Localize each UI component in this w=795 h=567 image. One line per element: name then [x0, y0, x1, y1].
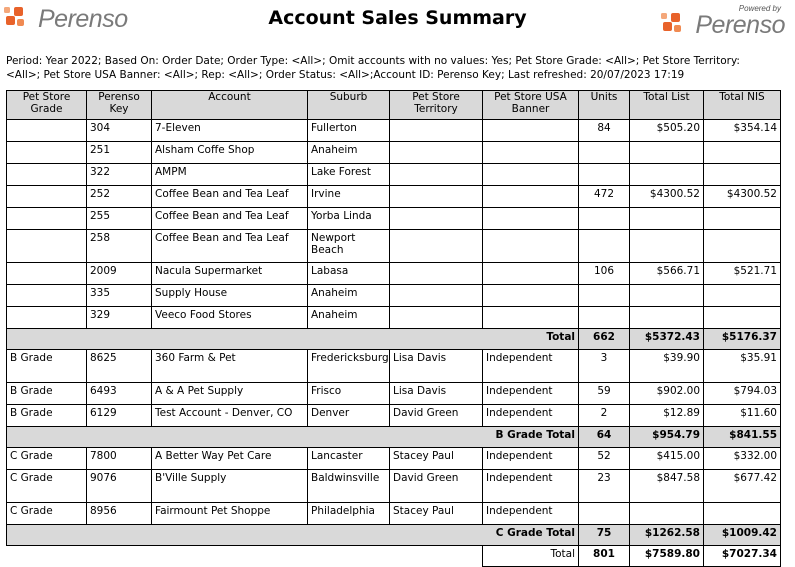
table-cell	[483, 285, 579, 307]
table-cell: Fairmount Pet Shoppe	[152, 503, 308, 525]
table-cell: $332.00	[704, 448, 781, 470]
table-cell: 59	[579, 383, 630, 405]
table-cell: Coffee Bean and Tea Leaf	[152, 186, 308, 208]
table-cell	[390, 263, 483, 285]
table-row	[7, 208, 781, 230]
group-total-label: B Grade Total	[7, 427, 579, 448]
table-cell: Newport Beach	[308, 230, 390, 263]
table-cell: Lisa Davis	[390, 350, 483, 383]
group-total-units: 662	[579, 329, 630, 350]
sales-table	[6, 90, 781, 567]
table-cell	[483, 142, 579, 164]
table-cell: AMPM	[152, 164, 308, 186]
table-cell	[390, 120, 483, 142]
brand-name-right: Perenso	[695, 10, 785, 39]
table-cell: Philadelphia	[308, 503, 390, 525]
table-cell	[483, 120, 579, 142]
table-cell: Stacey Paul	[390, 503, 483, 525]
table-cell: Fredericksburg	[308, 350, 390, 383]
table-row	[7, 350, 781, 383]
table-header-row	[7, 91, 781, 120]
table-cell: $12.89	[630, 405, 704, 427]
table-cell: $521.71	[704, 263, 781, 285]
table-cell: Lisa Davis	[390, 383, 483, 405]
column-header: Pet Store Grade	[7, 91, 87, 120]
table-cell: Labasa	[308, 263, 390, 285]
column-header: Total NIS	[704, 91, 781, 120]
table-cell: $902.00	[630, 383, 704, 405]
table-cell	[630, 164, 704, 186]
table-cell: Independent	[483, 448, 579, 470]
table-cell: 6493	[87, 383, 152, 405]
table-cell: Anaheim	[308, 307, 390, 329]
table-row	[7, 383, 781, 405]
table-cell: 84	[579, 120, 630, 142]
table-cell: Independent	[483, 405, 579, 427]
table-cell: B Grade	[7, 383, 87, 405]
group-total-nis: $5176.37	[704, 329, 781, 350]
table-cell: $4300.52	[704, 186, 781, 208]
table-cell: $11.60	[704, 405, 781, 427]
grand-total-nis: $7027.34	[704, 546, 781, 567]
table-cell: Irvine	[308, 186, 390, 208]
table-cell: Independent	[483, 503, 579, 525]
table-cell	[630, 142, 704, 164]
table-cell	[7, 208, 87, 230]
table-cell: 2	[579, 405, 630, 427]
table-cell: 23	[579, 470, 630, 503]
column-header: Suburb	[308, 91, 390, 120]
group-total-nis: $841.55	[704, 427, 781, 448]
table-cell	[390, 208, 483, 230]
table-cell: $354.14	[704, 120, 781, 142]
table-cell: $677.42	[704, 470, 781, 503]
grand-total-spacer	[7, 546, 483, 567]
column-header: Units	[579, 91, 630, 120]
table-row	[7, 503, 781, 525]
group-total-units: 64	[579, 427, 630, 448]
group-total-nis: $1009.42	[704, 525, 781, 546]
table-cell: C Grade	[7, 448, 87, 470]
table-cell	[579, 230, 630, 263]
table-cell: 322	[87, 164, 152, 186]
group-total-list: $5372.43	[630, 329, 704, 350]
table-cell	[579, 142, 630, 164]
table-cell: B'Ville Supply	[152, 470, 308, 503]
table-cell	[483, 164, 579, 186]
table-cell: B Grade	[7, 350, 87, 383]
grand-total-row	[7, 546, 781, 567]
group-total-label: C Grade Total	[7, 525, 579, 546]
group-total-list: $954.79	[630, 427, 704, 448]
table-cell: Lancaster	[308, 448, 390, 470]
table-row	[7, 448, 781, 470]
table-row	[7, 405, 781, 427]
table-cell: Fullerton	[308, 120, 390, 142]
table-cell: Supply House	[152, 285, 308, 307]
table-cell: Yorba Linda	[308, 208, 390, 230]
table-row	[7, 142, 781, 164]
table-cell: $847.58	[630, 470, 704, 503]
table-cell	[630, 208, 704, 230]
table-cell	[704, 208, 781, 230]
table-cell	[704, 142, 781, 164]
table-cell	[704, 285, 781, 307]
powered-by-label: Powered by	[738, 4, 781, 13]
table-cell	[704, 503, 781, 525]
column-header: Pet Store Territory	[390, 91, 483, 120]
table-cell	[7, 120, 87, 142]
table-cell	[483, 230, 579, 263]
table-cell: B Grade	[7, 405, 87, 427]
table-cell	[704, 164, 781, 186]
table-row	[7, 285, 781, 307]
table-cell	[579, 285, 630, 307]
page-title: Account Sales Summary	[268, 7, 527, 29]
brand-name-left: Perenso	[38, 4, 128, 33]
table-row	[7, 164, 781, 186]
perenso-mark-icon	[661, 10, 695, 40]
table-cell	[630, 285, 704, 307]
table-cell: 304	[87, 120, 152, 142]
group-total-row	[7, 329, 781, 350]
table-cell: $505.20	[630, 120, 704, 142]
table-cell	[579, 503, 630, 525]
table-cell	[7, 142, 87, 164]
table-cell	[7, 164, 87, 186]
table-cell	[630, 503, 704, 525]
table-cell	[579, 208, 630, 230]
group-total-list: $1262.58	[630, 525, 704, 546]
table-cell: Independent	[483, 383, 579, 405]
table-cell: 8956	[87, 503, 152, 525]
table-cell: 255	[87, 208, 152, 230]
table-cell: C Grade	[7, 470, 87, 503]
table-cell	[7, 186, 87, 208]
table-cell	[390, 307, 483, 329]
table-cell: Coffee Bean and Tea Leaf	[152, 208, 308, 230]
table-cell: David Green	[390, 405, 483, 427]
grand-total-list: $7589.80	[630, 546, 704, 567]
table-cell: Alsham Coffe Shop	[152, 142, 308, 164]
report-criteria: Period: Year 2022; Based On: Order Date; Order Type: <All>; Omit accounts with no values: Yes; Pet Store Grade: <All>; Pet Store Territory: <All>; Pet Store USA Banner: <All>; Rep: <All>; Order Status: <All>;Account ID: Perenso Key; Last refreshed: 20/07/2023 17:19	[6, 55, 740, 81]
table-cell: 52	[579, 448, 630, 470]
column-header: Account	[152, 91, 308, 120]
table-cell: 2009	[87, 263, 152, 285]
table-cell: 329	[87, 307, 152, 329]
table-cell: C Grade	[7, 503, 87, 525]
table-cell	[390, 285, 483, 307]
table-cell: Nacula Supermarket	[152, 263, 308, 285]
table-cell: 9076	[87, 470, 152, 503]
table-cell: 335	[87, 285, 152, 307]
table-cell: $35.91	[704, 350, 781, 383]
table-cell: $415.00	[630, 448, 704, 470]
table-cell: 7-Eleven	[152, 120, 308, 142]
table-cell: A & A Pet Supply	[152, 383, 308, 405]
perenso-logo-right	[661, 10, 785, 40]
table-cell: $39.90	[630, 350, 704, 383]
table-row	[7, 186, 781, 208]
table-cell: 7800	[87, 448, 152, 470]
table-cell: Coffee Bean and Tea Leaf	[152, 230, 308, 263]
table-cell	[7, 263, 87, 285]
table-cell	[483, 208, 579, 230]
column-header: Perenso Key	[87, 91, 152, 120]
table-cell: Independent	[483, 470, 579, 503]
table-cell: Independent	[483, 350, 579, 383]
table-cell: $4300.52	[630, 186, 704, 208]
table-cell	[579, 307, 630, 329]
table-row	[7, 230, 781, 263]
table-cell	[390, 186, 483, 208]
table-cell	[390, 164, 483, 186]
table-cell: 8625	[87, 350, 152, 383]
group-total-label: Total	[7, 329, 579, 350]
table-cell: 251	[87, 142, 152, 164]
table-cell: A Better Way Pet Care	[152, 448, 308, 470]
table-cell: Anaheim	[308, 142, 390, 164]
table-cell	[7, 230, 87, 263]
table-cell	[483, 307, 579, 329]
column-header: Total List	[630, 91, 704, 120]
group-total-row	[7, 525, 781, 546]
table-cell: Baldwinsville	[308, 470, 390, 503]
table-cell	[7, 307, 87, 329]
table-cell: Stacey Paul	[390, 448, 483, 470]
table-cell: 6129	[87, 405, 152, 427]
table-cell: 106	[579, 263, 630, 285]
grand-total-label: Total	[483, 546, 579, 567]
table-cell	[579, 164, 630, 186]
group-total-units: 75	[579, 525, 630, 546]
table-cell: Denver	[308, 405, 390, 427]
table-cell: 3	[579, 350, 630, 383]
table-cell	[483, 186, 579, 208]
table-cell: $566.71	[630, 263, 704, 285]
table-cell: Lake Forest	[308, 164, 390, 186]
table-cell: Test Account - Denver, CO	[152, 405, 308, 427]
grand-total-units: 801	[579, 546, 630, 567]
table-cell: $794.03	[704, 383, 781, 405]
column-header: Pet Store USA Banner	[483, 91, 579, 120]
table-row	[7, 263, 781, 285]
group-total-row	[7, 427, 781, 448]
table-cell	[630, 230, 704, 263]
table-cell	[390, 142, 483, 164]
table-row	[7, 120, 781, 142]
table-cell	[390, 230, 483, 263]
table-cell	[704, 230, 781, 263]
table-cell: Anaheim	[308, 285, 390, 307]
table-cell: Frisco	[308, 383, 390, 405]
table-cell	[483, 263, 579, 285]
table-cell: 258	[87, 230, 152, 263]
table-row	[7, 307, 781, 329]
table-row	[7, 470, 781, 503]
table-cell	[704, 307, 781, 329]
table-cell: Veeco Food Stores	[152, 307, 308, 329]
table-cell: 472	[579, 186, 630, 208]
table-cell: David Green	[390, 470, 483, 503]
table-cell: 252	[87, 186, 152, 208]
table-cell	[7, 285, 87, 307]
table-cell: 360 Farm & Pet	[152, 350, 308, 383]
table-cell	[630, 307, 704, 329]
